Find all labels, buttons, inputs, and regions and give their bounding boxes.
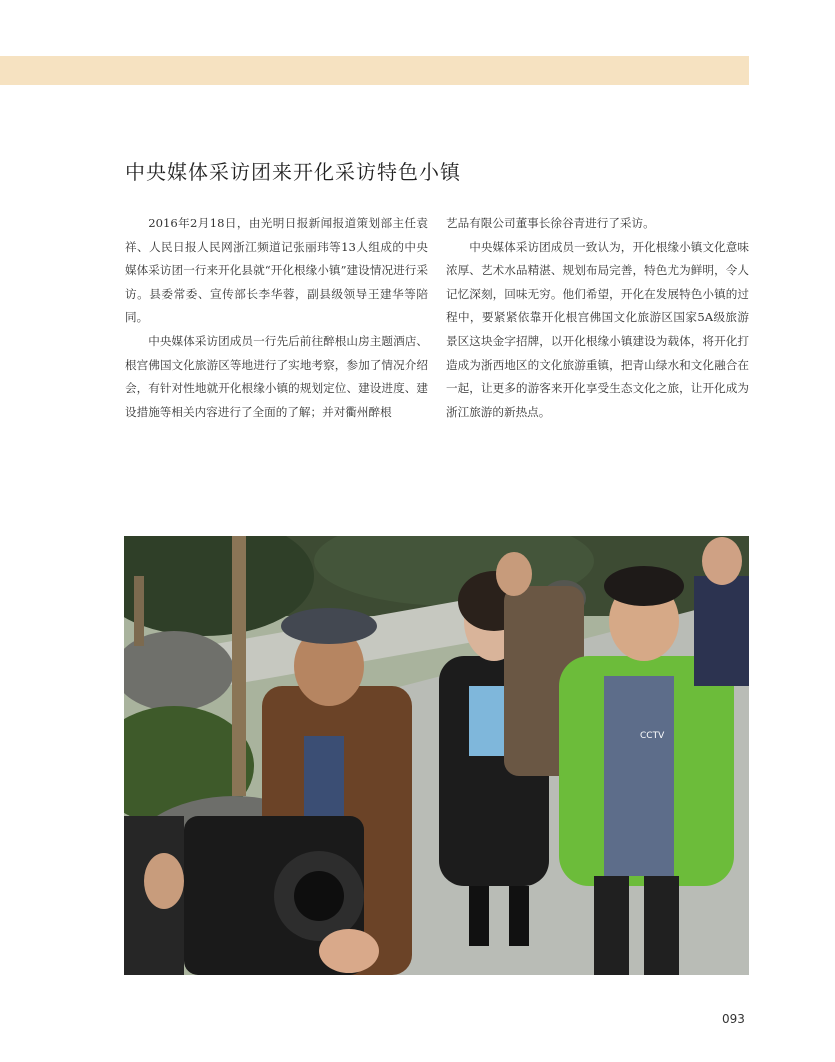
hand — [319, 929, 379, 973]
legs — [594, 876, 629, 975]
camera-logo: CCTV — [640, 731, 665, 741]
paragraph: 中央媒体采访团成员一致认为，开化根缘小镇文化意味浓厚、艺术水品精湛、规划布局完善，特色尤为鲜明，令人记忆深刻，回味无穷。他们希望，开化在发展特色小镇的过程中，要紧紧依靠开化根宫佛国文化旅游区国家5A级旅游景区这块金字招牌，以开化根缘小镇建设为载体，将开化打造成为浙西地区的文化旅游重镇，把青山绿水和文化融合在一起，让更多的游客来开化享受生态文化之旅，让开化成为浙江旅游的新热点。 — [446, 239, 749, 419]
paragraph: 艺品有限公司董事长徐谷青进行了采访。 — [446, 216, 655, 230]
article-title: 中央媒体采访团来开化采访特色小镇 — [125, 160, 461, 184]
header-band — [0, 56, 749, 85]
legs — [644, 876, 679, 975]
interview-photo — [124, 536, 749, 975]
text-column-right — [446, 212, 749, 424]
person-right — [694, 576, 749, 686]
tree-trunk — [134, 576, 144, 646]
camera-lens — [294, 871, 344, 921]
paragraph: 2016年2月18日，由光明日报新闻报道策划部主任袁祥、人民日报人民网浙江频道记张丽玮等13人组成的中央媒体采访团一行来开化县就“开化根缘小镇”建设情况进行采访。县委常委、宣传部长李华蓉，副县级领导王建华等陪同。 — [125, 216, 428, 325]
legs — [509, 886, 529, 946]
hand — [144, 853, 184, 909]
tree-trunk — [232, 536, 246, 796]
cap — [281, 608, 377, 644]
legs — [469, 886, 489, 946]
page-number: 093 — [722, 1012, 745, 1026]
photo-illustration — [124, 536, 749, 975]
face — [702, 537, 742, 585]
text-column-left — [125, 212, 428, 424]
paragraph: 中央媒体采访团成员一行先后前往醉根山房主题酒店、根宫佛国文化旅游区等地进行了实地考察，参加了情况介绍会，有针对性地就开化根缘小镇的规划定位、建设进度、建设措施等相关内容进行了全面的了解；并对衢州醉根 — [125, 333, 428, 419]
face — [496, 552, 532, 596]
shirt — [604, 676, 674, 876]
hair — [604, 566, 684, 606]
